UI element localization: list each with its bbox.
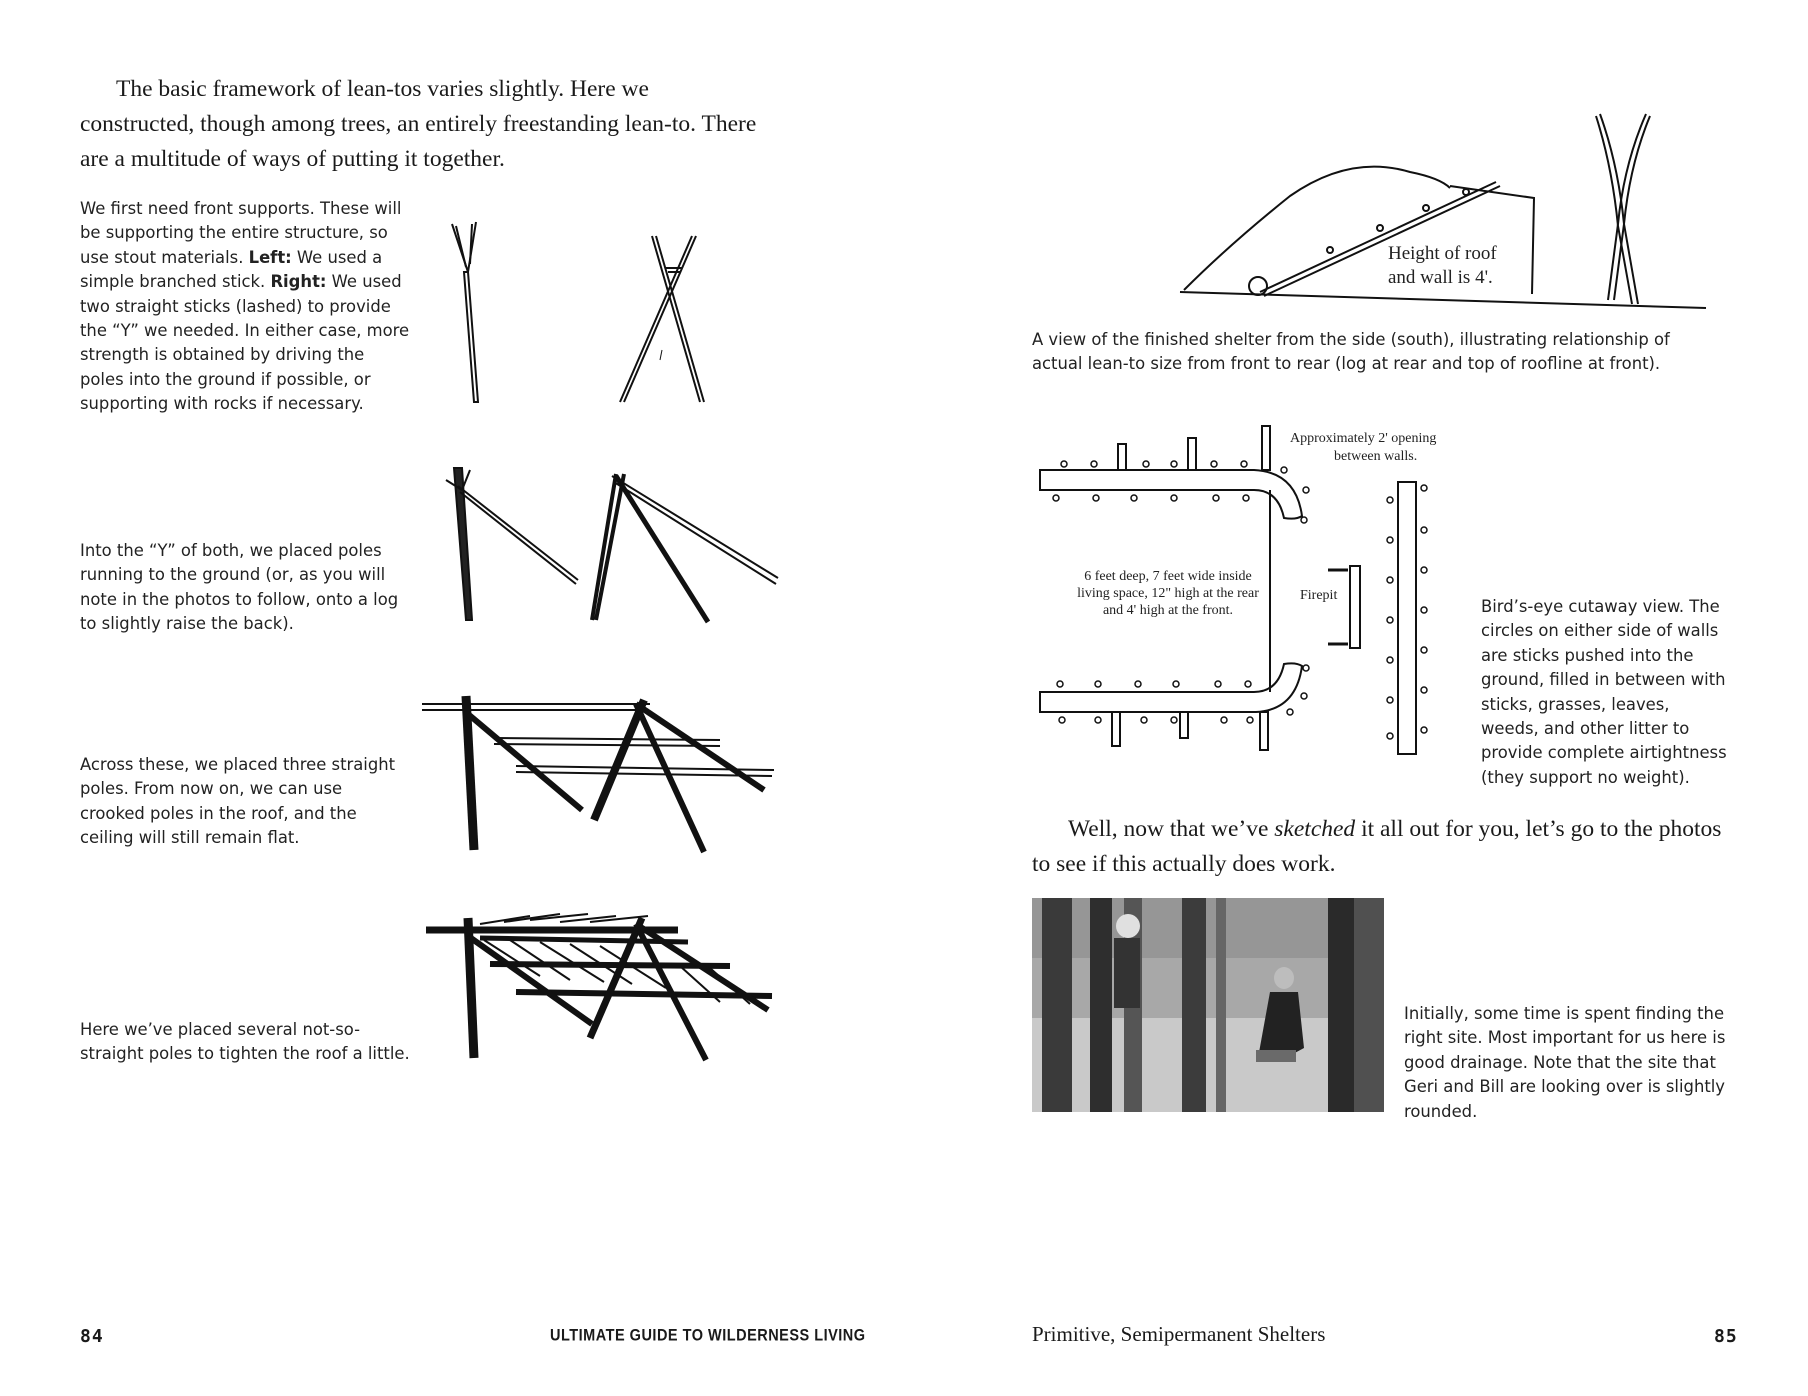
caption-right-label: Right: bbox=[270, 272, 327, 292]
size-label-line2: living space, 12" high at the rear bbox=[1077, 586, 1259, 601]
running-title: ULTIMATE GUIDE TO WILDERNESS LIVING bbox=[550, 1326, 866, 1346]
caption-roof-poles: Here we’ve placed several not-so-straight poles to tighten the roof a little. bbox=[80, 1020, 410, 1064]
caption-ridge-poles: Into the “Y” of both, we placed poles running to the ground (or, as you will note in the photos to follow, onto a log to slightly raise the back). bbox=[80, 541, 399, 634]
intro-paragraph bbox=[80, 72, 760, 177]
ridge-poles-illustration bbox=[440, 460, 790, 630]
birds-eye-caption: Bird’s-eye cutaway view. The circles on either side of walls are sticks pushed into the ground, filled in between with sticks, grasses, leaves, weeds, and other litter to provide complete airtightness (they support no weight). bbox=[1481, 597, 1727, 787]
caption-left-label: Left: bbox=[248, 247, 292, 267]
front-supports-illustration bbox=[440, 212, 780, 412]
side-view-label-line2: and wall is 4'. bbox=[1388, 267, 1493, 288]
cross-poles-illustration bbox=[420, 690, 790, 860]
side-view-illustration bbox=[1150, 104, 1710, 314]
body-paragraph bbox=[1032, 812, 1722, 882]
opening-label-line2: between walls. bbox=[1334, 449, 1418, 464]
firepit-label: Firepit bbox=[1300, 588, 1338, 603]
caption-text: We first need front supports. These will be supporting the entire structure, so use stout materials. bbox=[80, 199, 402, 267]
opening-label-line1: Approximately 2' opening bbox=[1290, 431, 1437, 446]
size-label-line3: and 4' high at the front. bbox=[1102, 603, 1234, 618]
roof-poles-illustration bbox=[420, 906, 790, 1066]
caption-front-supports bbox=[80, 197, 410, 417]
chapter-title: Primitive, Semipermanent Shelters bbox=[1032, 1322, 1326, 1346]
caption-cross-poles: Across these, we placed three straight poles. From now on, we can use crooked poles in the roof, and the ceiling will still remain flat. bbox=[80, 755, 396, 848]
photo-caption: Initially, some time is spent finding the right site. Most important for us here is good drainage. Note that the site that Geri and Bill are looking over is slightly rounded. bbox=[1404, 1004, 1726, 1121]
caption-text: We used a simple branched stick. bbox=[80, 247, 383, 292]
size-label-line1: 6 feet deep, 7 feet wide inside bbox=[1084, 569, 1252, 584]
page-number-left: 84 bbox=[80, 1326, 104, 1347]
side-view-caption: A view of the finished shelter from the side (south), illustrating relationship of actual lean-to size from front to rear (log at rear and top of roofline at front). bbox=[1032, 330, 1670, 374]
body-emphasis: sketched bbox=[1274, 816, 1356, 842]
caption-text: We used two straight sticks (lashed) to provide the “Y” we needed. In either case, more strength is obtained by driving the poles into the ground if possible, or supporting with rocks if necessary. bbox=[80, 272, 410, 414]
body-text: Well, now that we’ve bbox=[1068, 816, 1275, 842]
side-view-label-line1: Height of roof bbox=[1388, 243, 1497, 264]
body-text: it all out for you, let’s go to the photos to see if this actually does work. bbox=[1032, 816, 1722, 877]
birds-eye-illustration bbox=[1034, 420, 1444, 780]
page-number-right: 85 bbox=[1714, 1326, 1738, 1347]
site-photo bbox=[1032, 898, 1384, 1112]
intro-text: The basic framework of lean-tos varies slightly. Here we constructed, though among trees, an entirely freestanding lean-to. There are a multitude of ways of putting it together. bbox=[80, 76, 757, 172]
